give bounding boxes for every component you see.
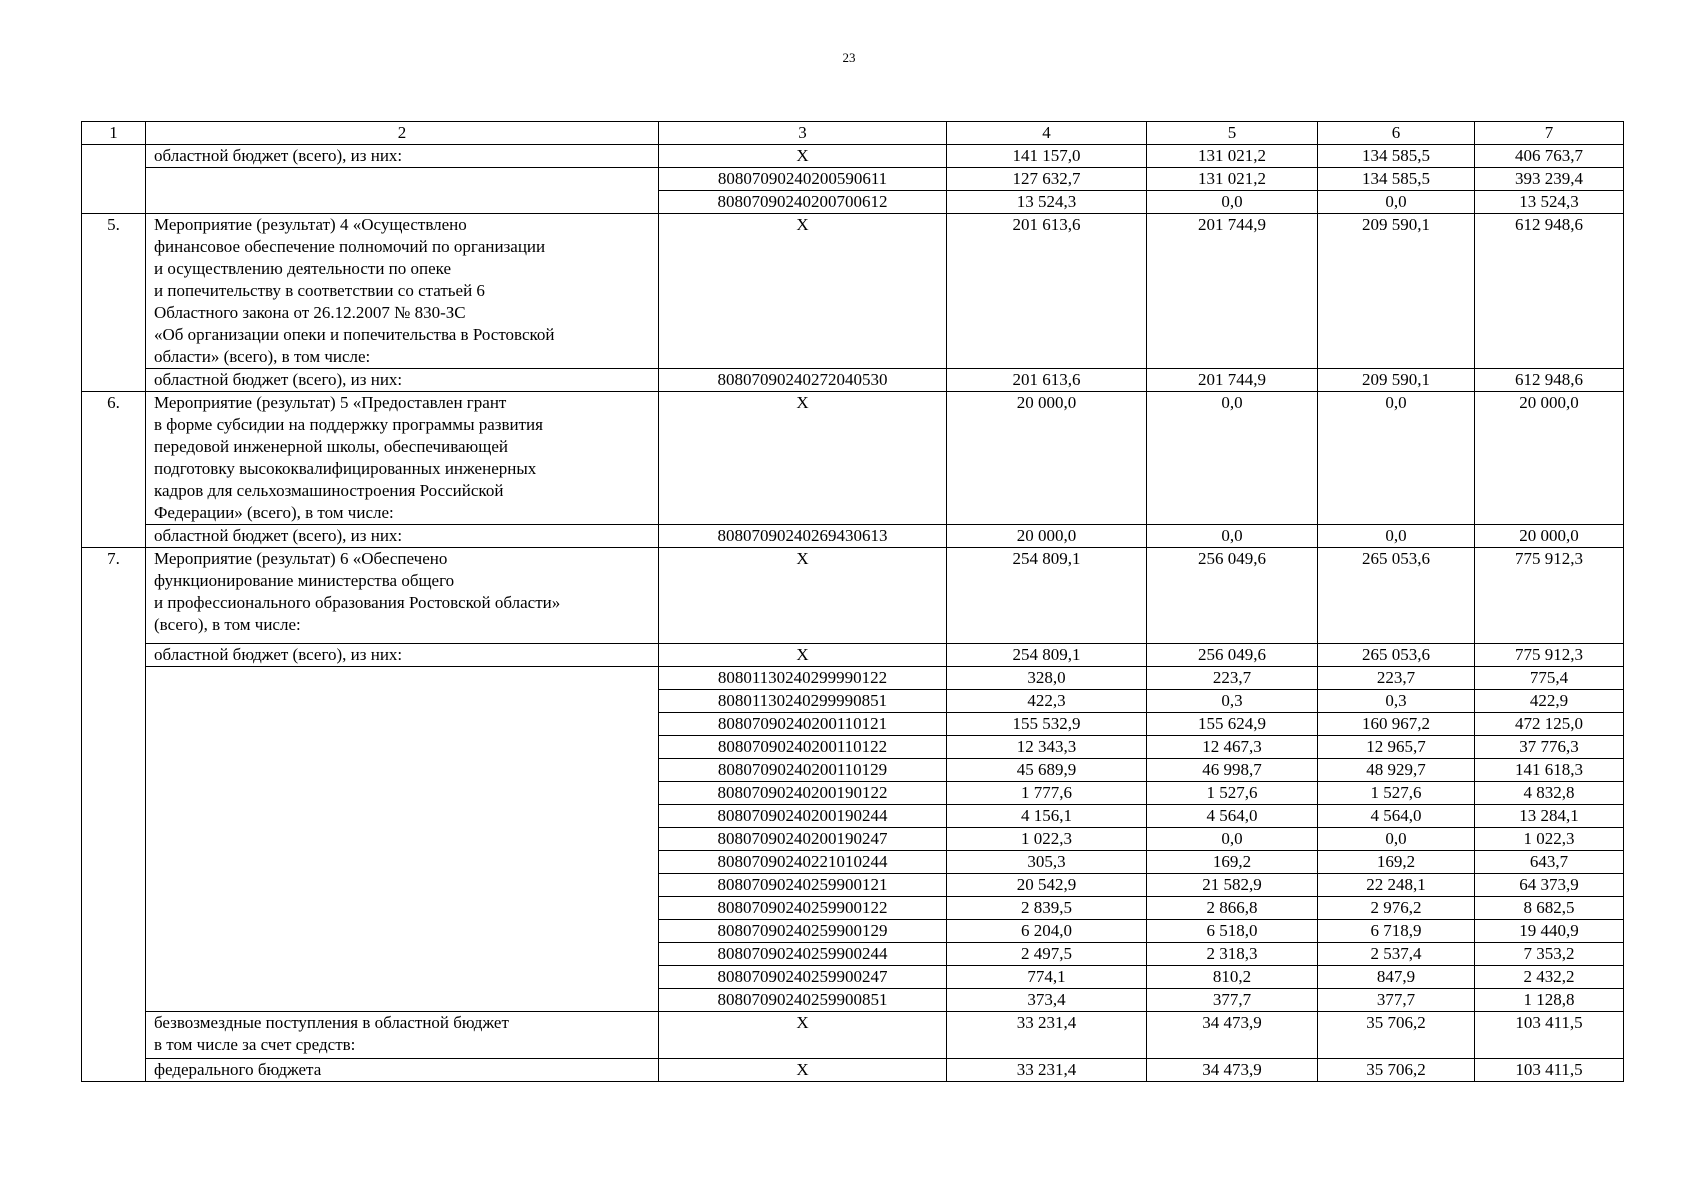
value-col-4: 1 777,6 — [947, 782, 1147, 805]
budget-classification-code: 80807090240259900244 — [659, 943, 947, 966]
budget-classification-code: 80807090240200190122 — [659, 782, 947, 805]
row-description — [146, 548, 659, 644]
description-line: безвозмездные поступления в областной бюджет — [154, 1013, 509, 1032]
description-line: и попечительству в соответствии со статьей 6 — [154, 281, 485, 300]
description-line: в форме субсидии на поддержку программы развития — [154, 415, 543, 434]
value-col-5: 6 518,0 — [1147, 920, 1318, 943]
value-col-4: 13 524,3 — [947, 191, 1147, 214]
budget-classification-code: 80807090240200700612 — [659, 191, 947, 214]
row-description — [146, 214, 659, 369]
value-col-7: 19 440,9 — [1475, 920, 1624, 943]
value-col-6: 0,0 — [1318, 525, 1475, 548]
value-col-6: 160 967,2 — [1318, 713, 1475, 736]
value-col-4: 201 613,6 — [947, 214, 1147, 369]
column-header-row — [82, 122, 1624, 145]
value-col-7: 1 022,3 — [1475, 828, 1624, 851]
value-col-6: 2 537,4 — [1318, 943, 1475, 966]
value-col-4: 774,1 — [947, 966, 1147, 989]
value-col-4: 20 000,0 — [947, 392, 1147, 525]
budget-table — [81, 121, 1624, 1082]
column-header-3: 3 — [659, 122, 947, 145]
value-col-5: 0,0 — [1147, 191, 1318, 214]
value-col-5: 1 527,6 — [1147, 782, 1318, 805]
value-col-7: 37 776,3 — [1475, 736, 1624, 759]
value-col-5: 34 473,9 — [1147, 1012, 1318, 1059]
value-col-6: 48 929,7 — [1318, 759, 1475, 782]
value-col-5: 810,2 — [1147, 966, 1318, 989]
value-col-6: 0,3 — [1318, 690, 1475, 713]
budget-classification-code: 80807090240259900247 — [659, 966, 947, 989]
value-col-6: 223,7 — [1318, 667, 1475, 690]
value-col-6: 847,9 — [1318, 966, 1475, 989]
budget-classification-code: X — [659, 644, 947, 667]
value-col-4: 45 689,9 — [947, 759, 1147, 782]
row-description: областной бюджет (всего), из них: — [146, 644, 659, 667]
value-col-7: 4 832,8 — [1475, 782, 1624, 805]
value-col-5: 21 582,9 — [1147, 874, 1318, 897]
row-description: областной бюджет (всего), из них: — [146, 369, 659, 392]
value-col-5: 155 624,9 — [1147, 713, 1318, 736]
value-col-5: 201 744,9 — [1147, 214, 1318, 369]
value-col-7: 103 411,5 — [1475, 1012, 1624, 1059]
column-header-5: 5 — [1147, 122, 1318, 145]
row-description — [146, 1012, 659, 1059]
description-line: области» (всего), в том числе: — [154, 347, 371, 366]
value-col-5: 201 744,9 — [1147, 369, 1318, 392]
value-col-6: 0,0 — [1318, 191, 1475, 214]
value-col-4: 33 231,4 — [947, 1059, 1147, 1082]
value-col-5: 34 473,9 — [1147, 1059, 1318, 1082]
description-line: Мероприятие (результат) 4 «Осуществлено — [154, 215, 467, 234]
value-col-6: 12 965,7 — [1318, 736, 1475, 759]
value-col-5: 377,7 — [1147, 989, 1318, 1012]
value-col-7: 422,9 — [1475, 690, 1624, 713]
page-number: 23 — [842, 50, 856, 65]
value-col-4: 4 156,1 — [947, 805, 1147, 828]
budget-classification-code: X — [659, 214, 947, 369]
table-row — [82, 1012, 1624, 1059]
table-row — [82, 369, 1624, 392]
description-line: финансовое обеспечение полномочий по организации — [154, 237, 546, 256]
value-col-4: 1 022,3 — [947, 828, 1147, 851]
table-row — [82, 667, 1624, 690]
value-col-5: 2 866,8 — [1147, 897, 1318, 920]
value-col-4: 20 000,0 — [947, 525, 1147, 548]
value-col-6: 209 590,1 — [1318, 214, 1475, 369]
budget-classification-code: 80807090240200110129 — [659, 759, 947, 782]
value-col-5: 2 318,3 — [1147, 943, 1318, 966]
description-line: Мероприятие (результат) 6 «Обеспечено — [154, 549, 448, 568]
value-col-7: 7 353,2 — [1475, 943, 1624, 966]
value-col-6: 35 706,2 — [1318, 1012, 1475, 1059]
value-col-6: 2 976,2 — [1318, 897, 1475, 920]
value-col-7: 775 912,3 — [1475, 548, 1624, 644]
table-body — [82, 122, 1624, 1082]
budget-classification-code: X — [659, 1059, 947, 1082]
value-col-5: 256 049,6 — [1147, 644, 1318, 667]
row-description: областной бюджет (всего), из них: — [146, 525, 659, 548]
description-line: в том числе за счет средств: — [154, 1035, 356, 1054]
value-col-4: 254 809,1 — [947, 548, 1147, 644]
value-col-7: 141 618,3 — [1475, 759, 1624, 782]
table-row — [82, 1059, 1624, 1082]
value-col-6: 35 706,2 — [1318, 1059, 1475, 1082]
budget-classification-code: 80807090240200190247 — [659, 828, 947, 851]
row-description: областной бюджет (всего), из них: — [146, 145, 659, 168]
value-col-7: 643,7 — [1475, 851, 1624, 874]
row-description — [146, 168, 659, 214]
value-col-4: 6 204,0 — [947, 920, 1147, 943]
value-col-7: 103 411,5 — [1475, 1059, 1624, 1082]
value-col-5: 131 021,2 — [1147, 168, 1318, 191]
value-col-6: 1 527,6 — [1318, 782, 1475, 805]
budget-classification-code: 80801130240299990122 — [659, 667, 947, 690]
budget-classification-code: 80807090240259900121 — [659, 874, 947, 897]
budget-classification-code: 80807090240269430613 — [659, 525, 947, 548]
description-line: «Об организации опеки и попечительства в Ростовской — [154, 325, 555, 344]
value-col-7: 775 912,3 — [1475, 644, 1624, 667]
item-number: 5. — [82, 214, 146, 392]
row-description — [146, 667, 659, 1012]
value-col-6: 169,2 — [1318, 851, 1475, 874]
value-col-6: 22 248,1 — [1318, 874, 1475, 897]
value-col-4: 373,4 — [947, 989, 1147, 1012]
item-number: 7. — [82, 548, 146, 1082]
value-col-7: 612 948,6 — [1475, 369, 1624, 392]
value-col-5: 131 021,2 — [1147, 145, 1318, 168]
description-line: функционирование министерства общего — [154, 571, 455, 590]
row-description — [146, 392, 659, 525]
value-col-5: 0,0 — [1147, 525, 1318, 548]
budget-classification-code: 80807090240200190244 — [659, 805, 947, 828]
table-row — [82, 644, 1624, 667]
value-col-5: 169,2 — [1147, 851, 1318, 874]
item-number: 6. — [82, 392, 146, 548]
budget-classification-code: X — [659, 548, 947, 644]
value-col-5: 12 467,3 — [1147, 736, 1318, 759]
value-col-6: 0,0 — [1318, 392, 1475, 525]
column-header-2: 2 — [146, 122, 659, 145]
budget-classification-code: 80807090240200110121 — [659, 713, 947, 736]
value-col-7: 406 763,7 — [1475, 145, 1624, 168]
budget-classification-code: 80807090240259900122 — [659, 897, 947, 920]
value-col-4: 20 542,9 — [947, 874, 1147, 897]
budget-classification-code: 80807090240259900129 — [659, 920, 947, 943]
value-col-7: 393 239,4 — [1475, 168, 1624, 191]
value-col-7: 612 948,6 — [1475, 214, 1624, 369]
value-col-5: 0,0 — [1147, 392, 1318, 525]
budget-classification-code: 80801130240299990851 — [659, 690, 947, 713]
table-row — [82, 145, 1624, 168]
value-col-4: 328,0 — [947, 667, 1147, 690]
description-line: передовой инженерной школы, обеспечивающей — [154, 437, 508, 456]
table-row — [82, 548, 1624, 644]
table-row — [82, 392, 1624, 525]
value-col-6: 4 564,0 — [1318, 805, 1475, 828]
description-line: Мероприятие (результат) 5 «Предоставлен грант — [154, 393, 507, 412]
value-col-5: 0,3 — [1147, 690, 1318, 713]
value-col-7: 2 432,2 — [1475, 966, 1624, 989]
row-description: федерального бюджета — [146, 1059, 659, 1082]
value-col-7: 13 524,3 — [1475, 191, 1624, 214]
value-col-4: 201 613,6 — [947, 369, 1147, 392]
value-col-6: 265 053,6 — [1318, 644, 1475, 667]
value-col-7: 472 125,0 — [1475, 713, 1624, 736]
value-col-4: 422,3 — [947, 690, 1147, 713]
value-col-7: 20 000,0 — [1475, 392, 1624, 525]
value-col-7: 8 682,5 — [1475, 897, 1624, 920]
value-col-4: 12 343,3 — [947, 736, 1147, 759]
item-number — [82, 145, 146, 214]
value-col-4: 155 532,9 — [947, 713, 1147, 736]
budget-classification-code: 80807090240200110122 — [659, 736, 947, 759]
value-col-4: 254 809,1 — [947, 644, 1147, 667]
budget-classification-code: 80807090240272040530 — [659, 369, 947, 392]
column-header-7: 7 — [1475, 122, 1624, 145]
budget-classification-code: 80807090240221010244 — [659, 851, 947, 874]
value-col-7: 64 373,9 — [1475, 874, 1624, 897]
description-line: Федерации» (всего), в том числе: — [154, 503, 394, 522]
value-col-5: 46 998,7 — [1147, 759, 1318, 782]
description-line: Областного закона от 26.12.2007 № 830-ЗС — [154, 303, 466, 322]
table-row — [82, 525, 1624, 548]
value-col-7: 13 284,1 — [1475, 805, 1624, 828]
description-line: кадров для сельхозмашиностроения Российской — [154, 481, 504, 500]
value-col-6: 6 718,9 — [1318, 920, 1475, 943]
value-col-5: 256 049,6 — [1147, 548, 1318, 644]
value-col-6: 209 590,1 — [1318, 369, 1475, 392]
value-col-4: 33 231,4 — [947, 1012, 1147, 1059]
column-header-4: 4 — [947, 122, 1147, 145]
value-col-6: 265 053,6 — [1318, 548, 1475, 644]
value-col-4: 141 157,0 — [947, 145, 1147, 168]
value-col-4: 2 839,5 — [947, 897, 1147, 920]
value-col-6: 134 585,5 — [1318, 168, 1475, 191]
value-col-4: 2 497,5 — [947, 943, 1147, 966]
value-col-7: 1 128,8 — [1475, 989, 1624, 1012]
value-col-4: 127 632,7 — [947, 168, 1147, 191]
column-header-6: 6 — [1318, 122, 1475, 145]
budget-classification-code: X — [659, 145, 947, 168]
description-line: и осуществлению деятельности по опеке — [154, 259, 452, 278]
value-col-5: 4 564,0 — [1147, 805, 1318, 828]
budget-classification-code: X — [659, 392, 947, 525]
description-line: подготовку высококвалифицированных инженерных — [154, 459, 537, 478]
value-col-7: 775,4 — [1475, 667, 1624, 690]
table-row — [82, 168, 1624, 191]
budget-classification-code: 80807090240200590611 — [659, 168, 947, 191]
budget-classification-code: X — [659, 1012, 947, 1059]
description-line: (всего), в том числе: — [154, 615, 301, 634]
value-col-6: 0,0 — [1318, 828, 1475, 851]
value-col-7: 20 000,0 — [1475, 525, 1624, 548]
table-row — [82, 214, 1624, 369]
description-line: и профессионального образования Ростовской области» — [154, 593, 561, 612]
value-col-6: 134 585,5 — [1318, 145, 1475, 168]
budget-classification-code: 80807090240259900851 — [659, 989, 947, 1012]
column-header-1: 1 — [82, 122, 146, 145]
value-col-5: 223,7 — [1147, 667, 1318, 690]
value-col-6: 377,7 — [1318, 989, 1475, 1012]
value-col-5: 0,0 — [1147, 828, 1318, 851]
value-col-4: 305,3 — [947, 851, 1147, 874]
